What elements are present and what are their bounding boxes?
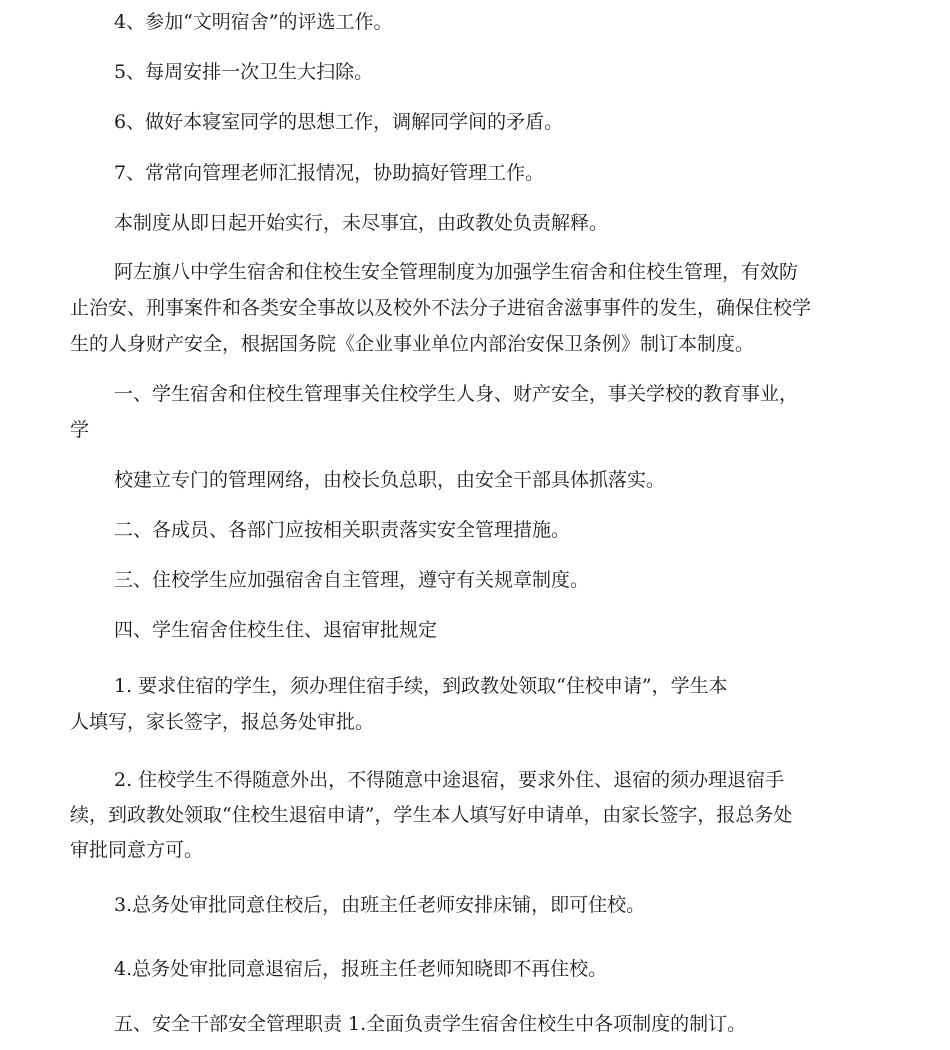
text-line: 二、各成员、各部门应按相关职责落实安全管理措施。 (114, 519, 571, 541)
text-line: 阿左旗八中学生宿舍和住校生安全管理制度为加强学生宿舍和住校生管理，有效防 (114, 261, 799, 283)
text-line: 7、常常向管理老师汇报情况，协助搞好管理工作。 (114, 162, 545, 184)
text-line: 6、做好本寝室同学的思想工作，调解同学间的矛盾。 (114, 111, 564, 133)
text-line: 续，到政教处领取“住校生退宿申请”，学生本人填写好申请单，由家长签字，报总务处 (70, 804, 793, 826)
text-line: 5、每周安排一次卫生大扫除。 (114, 61, 374, 83)
text-line: 一、学生宿舍和住校生管理事关住校学生人身、财产安全，事关学校的教育事业， (114, 383, 799, 405)
text-line: 人填写，家长签字，报总务处审批。 (70, 711, 375, 733)
text-line: 4、参加“文明宿舍”的评选工作。 (114, 11, 393, 33)
text-line: 学 (70, 419, 90, 441)
text-line: 审批同意方可。 (70, 839, 204, 861)
text-line: 4.总务处审批同意退宿后，报班主任老师知晓即不再住校。 (114, 958, 608, 980)
text-line: 生的人身财产安全，根据国务院《企业事业单位内部治安保卫条例》制订本制度。 (70, 333, 755, 355)
text-line: 止治安、刑事案件和各类安全事故以及校外不法分子进宿舍滋事事件的发生，确保住校学 (70, 297, 812, 319)
text-line: 2. 住校学生不得随意外出，不得随意中途退宿，要求外住、退宿的须办理退宿手 (114, 769, 785, 791)
text-line: 3.总务处审批同意住校后，由班主任老师安排床铺，即可住校。 (114, 894, 646, 916)
text-line: 校建立专门的管理网络，由校长负总职，由安全干部具体抓落实。 (114, 469, 666, 491)
text-line: 1. 要求住宿的学生，须办理住宿手续，到政教处领取“住校申请”，学生本 (114, 675, 728, 697)
text-line: 四、学生宿舍住校生住、退宿审批规定 (114, 619, 438, 641)
text-line: 五、安全干部安全管理职责 1.全面负责学生宿舍住校生中各项制度的制订。 (114, 1013, 747, 1035)
text-line: 本制度从即日起开始实行，未尽事宜，由政教处负责解释。 (114, 212, 609, 234)
text-line: 三、住校学生应加强宿舍自主管理，遵守有关规章制度。 (114, 569, 590, 591)
